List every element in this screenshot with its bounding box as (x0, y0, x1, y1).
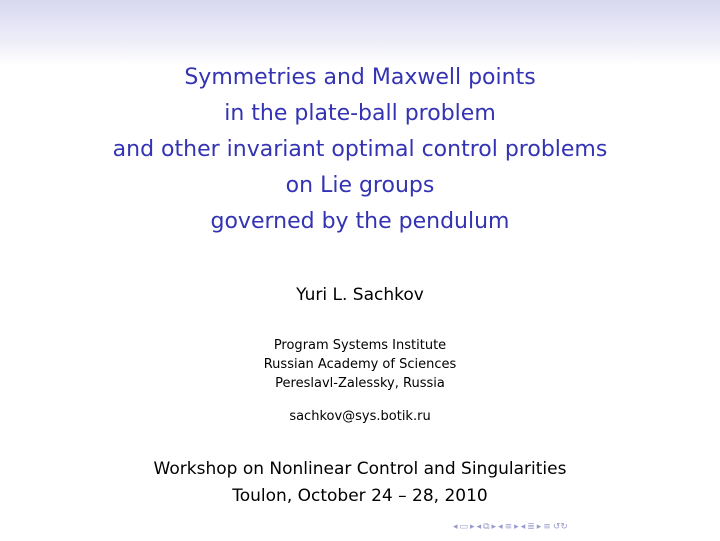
next-section-icon[interactable]: ▸ (514, 522, 519, 532)
event-info (0, 456, 720, 510)
affiliation-line-2: Russian Academy of Sciences (263, 357, 457, 372)
search-icon[interactable]: ↺↻ (552, 522, 568, 532)
next-part-icon[interactable]: ▸ (536, 522, 542, 532)
affiliation-line-1: Program Systems Institute (273, 338, 447, 353)
event-date: Toulon, October 24 – 28, 2010 (232, 486, 488, 506)
title-line-1: Symmetries and Maxwell points (184, 65, 536, 90)
subsection-icon[interactable]: ⧉ (483, 522, 490, 532)
prev-part-icon[interactable]: ◂ (520, 522, 526, 532)
next-frame-icon[interactable]: ▸ (470, 522, 475, 532)
header-band (0, 0, 720, 66)
title-line-5: governed by the pendulum (210, 209, 510, 234)
affiliation-line-3: Pereslavl-Zalessky, Russia (275, 376, 445, 391)
prev-section-icon[interactable]: ◂ (498, 522, 503, 532)
title-line-2: in the plate-ball problem (224, 101, 496, 126)
next-subsection-icon[interactable]: ▸ (491, 522, 497, 532)
title-line-4: on Lie groups (285, 173, 435, 198)
prev-subsection-icon[interactable]: ◂ (476, 522, 482, 532)
presentation-title (0, 60, 720, 240)
part-icon[interactable]: ≣ (527, 522, 535, 532)
author-name: Yuri L. Sachkov (296, 285, 424, 305)
align-icon[interactable]: ≡ (543, 522, 551, 532)
title-line-3: and other invariant optimal control problems (112, 137, 608, 162)
event-name: Workshop on Nonlinear Control and Singularities (153, 459, 567, 479)
prev-frame-icon[interactable]: ◂ (453, 522, 458, 532)
author-email: sachkov@sys.botik.ru (289, 409, 431, 424)
beamer-navigation-bar (452, 519, 569, 535)
affiliation (0, 336, 720, 393)
frame-icon[interactable]: ▭ (459, 522, 469, 532)
section-icon[interactable]: ≡ (504, 522, 513, 532)
